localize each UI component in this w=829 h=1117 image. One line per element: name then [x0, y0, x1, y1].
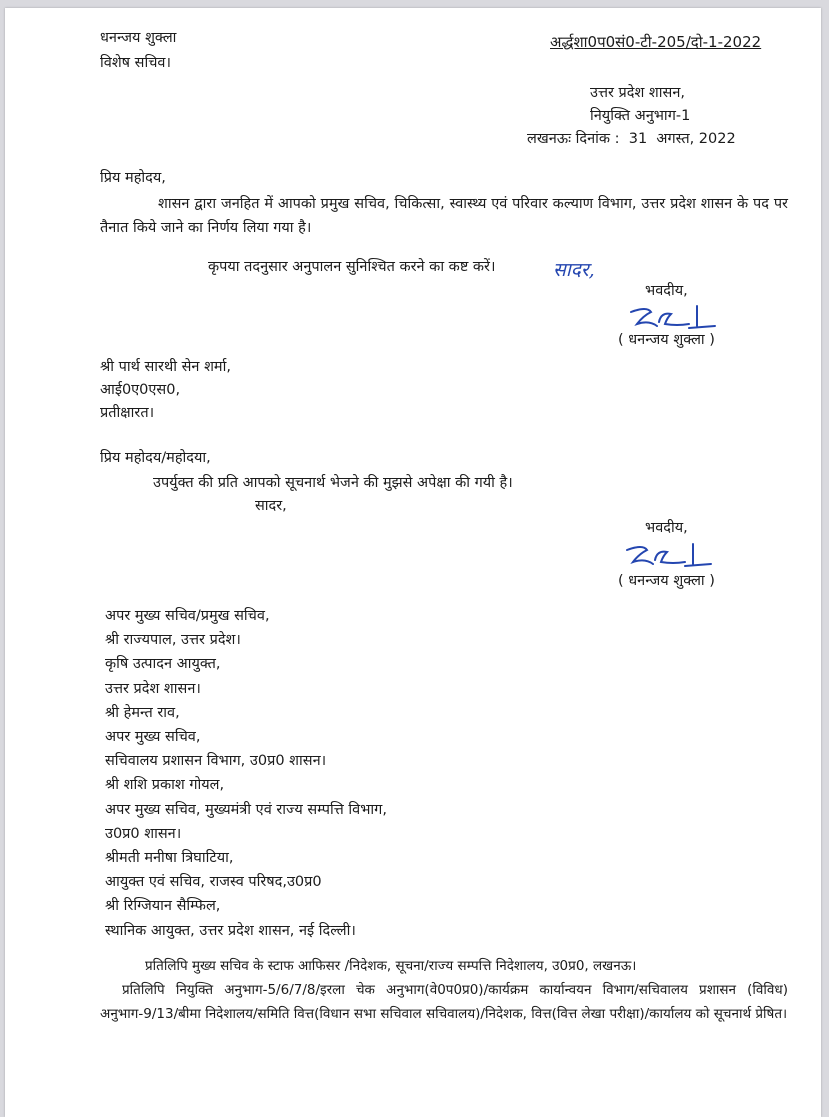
recipient-line: श्री शशि प्रकाश गोयल, — [105, 777, 225, 794]
recipients-list — [105, 604, 387, 943]
recipient-line: आयुक्त एवं सचिव, राजस्व परिषद,उ0प्र0 — [105, 874, 322, 891]
signatory-1: ( धनन्जय शुक्ला ) — [618, 332, 715, 348]
recipient-line: श्री हेमन्त राव, — [105, 704, 180, 721]
date-line: लखनऊः दिनांक : 31 अगस्त, 2022 — [527, 131, 736, 147]
recipient-line: उ0प्र0 शासन। — [105, 825, 182, 842]
recipient-line: श्रीमती मनीषा त्रिघाटिया, — [105, 850, 234, 867]
signature-2-icon — [623, 542, 723, 570]
addressee-name: श्री पार्थ सारथी सेन शर्मा, — [100, 359, 231, 375]
office-line1: उत्तर प्रदेश शासन, — [590, 85, 685, 101]
sender-designation: विशेष सचिव। — [100, 55, 171, 71]
recipient-line: कृषि उत्पादन आयुक्त, — [105, 656, 221, 673]
recipient-line: सचिवालय प्रशासन विभाग, उ0प्र0 शासन। — [105, 753, 327, 770]
signature-1-icon — [627, 304, 727, 332]
letter-page — [5, 8, 821, 1117]
recipient-line: स्थानिक आयुक्त, उत्तर प्रदेश शासन, नई दिल्ली। — [105, 922, 356, 939]
handwritten-saadar: सादर, — [553, 259, 595, 281]
salutation-2: प्रिय महोदय/महोदया, — [100, 450, 211, 466]
copy-line-1: प्रतिलिपि मुख्य सचिव के स्टाफ आफिसर /निदेशक, सूचना/राज्य सम्पत्ति निदेशालय, उ0प्र0, लखनऊ। — [145, 958, 637, 974]
addressee-status: प्रतीक्षारत। — [100, 405, 155, 421]
addressee-service: आई0ए0एस0, — [100, 382, 181, 398]
closing-1: भवदीय, — [645, 283, 688, 299]
recipient-line: श्री रिग्जियान सैम्फिल, — [105, 898, 221, 915]
salutation-1: प्रिय महोदय, — [100, 170, 166, 186]
signatory-2: ( धनन्जय शुक्ला ) — [618, 573, 715, 589]
recipient-line: श्री राज्यपाल, उत्तर प्रदेश। — [105, 632, 241, 649]
regards-2: सादर, — [255, 498, 287, 514]
recipient-line: अपर मुख्य सचिव, मुख्यमंत्री एवं राज्य सम्पत्ति विभाग, — [105, 801, 387, 818]
closing-2: भवदीय, — [645, 520, 688, 536]
request-line: कृपया तदनुसार अनुपालन सुनिश्चित करने का कष्ट करें। — [208, 259, 496, 275]
letter-body-2: उपर्युक्त की प्रति आपको सूचनार्थ भेजने की मुझसे अपेक्षा की गयी है। — [153, 475, 513, 491]
office-line2: नियुक्ति अनुभाग-1 — [590, 108, 691, 124]
recipient-line: अपर मुख्य सचिव, — [105, 729, 201, 746]
recipient-line: अपर मुख्य सचिव/प्रमुख सचिव, — [105, 608, 270, 624]
recipient-line: उत्तर प्रदेश शासन। — [105, 680, 201, 697]
sender-name: धनन्जय शुक्ला — [100, 30, 177, 46]
letter-body-1: शासन द्वारा जनहित में आपको प्रमुख सचिव, चिकित्सा, स्वास्थ्य एवं परिवार कल्याण विभाग, उत्तर प्रदेश शासन के पद पर तैनात किये जाने का निर्णय लिया गया है। — [100, 196, 788, 236]
reference-number: अर्द्धशा0प0सं0-टी-205/दो-1-2022 — [550, 33, 762, 51]
copy-line-2: प्रतिलिपि नियुक्ति अनुभाग-5/6/7/8/इरला चेक अनुभाग(वे0प0प्र0)/कार्यक्रम कार्यान्वयन विभाग/सचिवालय प्रशासन (विविध) अनुभाग-9/13/बीमा निदेशालय/समिति वित्त(विधान सभा सचिवाल सचिवालय)/निदेशक, वित्त(वित्त लेखा परीक्षा)/कार्यालय को सूचनार्थ प्रेषित। — [100, 982, 788, 1022]
